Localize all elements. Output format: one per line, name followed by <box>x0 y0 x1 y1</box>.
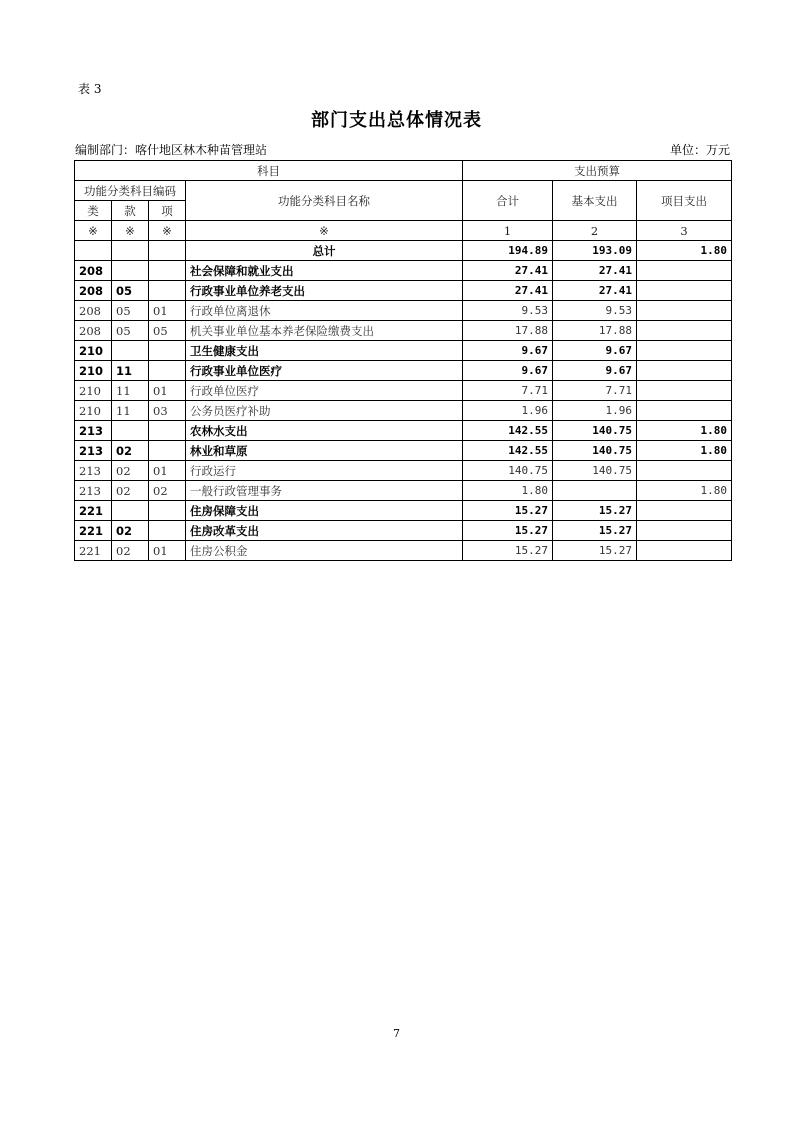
subject-name-cell: 行政单位医疗 <box>186 381 463 401</box>
code-kuan-cell: 11 <box>112 401 149 421</box>
code-xiang-cell <box>149 421 186 441</box>
grand-total-project: 1.80 <box>637 241 732 261</box>
subject-name-cell: 机关事业单位基本养老保险缴费支出 <box>186 321 463 341</box>
grand-total-label: 总计 <box>186 241 463 261</box>
total-cell: 7.71 <box>463 381 553 401</box>
project-cell <box>637 341 732 361</box>
basic-cell: 9.67 <box>553 361 637 381</box>
index-total: 1 <box>463 221 553 241</box>
code-lei-cell: 208 <box>75 281 112 301</box>
header-row-2 <box>75 181 732 201</box>
code-xiang-cell <box>149 361 186 381</box>
project-cell <box>637 261 732 281</box>
total-cell: 15.27 <box>463 501 553 521</box>
subject-name-cell: 行政运行 <box>186 461 463 481</box>
basic-cell: 27.41 <box>553 261 637 281</box>
code-xiang-cell: 01 <box>149 461 186 481</box>
code-kuan-cell <box>112 421 149 441</box>
table-row <box>75 281 732 301</box>
subject-name-cell: 住房公积金 <box>186 541 463 561</box>
total-cell: 9.53 <box>463 301 553 321</box>
table-row <box>75 521 732 541</box>
code-lei-cell: 208 <box>75 321 112 341</box>
code-lei-cell: 213 <box>75 441 112 461</box>
basic-cell: 140.75 <box>553 441 637 461</box>
index-row <box>75 221 732 241</box>
table-row <box>75 501 732 521</box>
total-cell: 15.27 <box>463 521 553 541</box>
basic-header: 基本支出 <box>553 181 637 221</box>
table-row <box>75 361 732 381</box>
subject-name-cell: 农林水支出 <box>186 421 463 441</box>
mark-xiang: ※ <box>149 221 186 241</box>
code-kuan-cell <box>112 341 149 361</box>
code-kuan-cell: 02 <box>112 481 149 501</box>
table-row <box>75 381 732 401</box>
grand-total-basic: 193.09 <box>553 241 637 261</box>
xiang-header: 项 <box>149 201 186 221</box>
table-row <box>75 541 732 561</box>
subject-name-cell: 一般行政管理事务 <box>186 481 463 501</box>
total-header: 合计 <box>463 181 553 221</box>
unit-label: 单位：万元 <box>669 143 730 157</box>
header-row-1 <box>75 161 732 181</box>
total-cell: 15.27 <box>463 541 553 561</box>
table-number-label: 表 3 <box>78 82 102 96</box>
code-xiang-cell <box>149 501 186 521</box>
project-cell <box>637 361 732 381</box>
basic-cell: 15.27 <box>553 541 637 561</box>
code-xiang-cell <box>149 341 186 361</box>
table-row <box>75 341 732 361</box>
grand-total-row <box>75 241 732 261</box>
name-header: 功能分类科目名称 <box>186 181 463 221</box>
project-cell <box>637 461 732 481</box>
project-cell <box>637 281 732 301</box>
code-kuan-cell: 02 <box>112 461 149 481</box>
project-cell <box>637 521 732 541</box>
code-xiang-cell: 01 <box>149 541 186 561</box>
index-basic: 2 <box>553 221 637 241</box>
kuan-header: 款 <box>112 201 149 221</box>
basic-cell <box>553 481 637 501</box>
code-xiang-cell <box>149 281 186 301</box>
code-xiang-cell: 01 <box>149 381 186 401</box>
code-kuan-cell <box>112 261 149 281</box>
basic-cell: 9.67 <box>553 341 637 361</box>
table-row <box>75 461 732 481</box>
code-xiang-cell <box>149 441 186 461</box>
basic-cell: 17.88 <box>553 321 637 341</box>
subject-name-cell: 公务员医疗补助 <box>186 401 463 421</box>
table-row <box>75 481 732 501</box>
code-xiang-cell: 03 <box>149 401 186 421</box>
code-kuan-cell: 05 <box>112 301 149 321</box>
mark-name: ※ <box>186 221 463 241</box>
code-kuan-cell: 02 <box>112 441 149 461</box>
budget-header: 支出预算 <box>463 161 732 181</box>
project-cell <box>637 321 732 341</box>
total-cell: 27.41 <box>463 281 553 301</box>
code-xiang-cell: 01 <box>149 301 186 321</box>
lei-header: 类 <box>75 201 112 221</box>
subject-name-cell: 卫生健康支出 <box>186 341 463 361</box>
expenditure-table <box>74 160 732 561</box>
code-kuan-cell: 05 <box>112 321 149 341</box>
table-row <box>75 441 732 461</box>
code-lei-cell: 213 <box>75 421 112 441</box>
code-kuan-cell: 05 <box>112 281 149 301</box>
project-cell <box>637 401 732 421</box>
table-row <box>75 421 732 441</box>
basic-cell: 140.75 <box>553 421 637 441</box>
subject-name-cell: 行政事业单位养老支出 <box>186 281 463 301</box>
code-lei-cell: 208 <box>75 301 112 321</box>
basic-cell: 9.53 <box>553 301 637 321</box>
table-row <box>75 321 732 341</box>
table-row <box>75 301 732 321</box>
document-title: 部门支出总体情况表 <box>311 110 482 131</box>
grand-total-total: 194.89 <box>463 241 553 261</box>
code-lei-cell: 210 <box>75 361 112 381</box>
department-label: 编制部门：喀什地区林木种苗管理站 <box>75 143 268 157</box>
project-cell <box>637 301 732 321</box>
code-lei-cell: 213 <box>75 461 112 481</box>
code-group-header: 功能分类科目编码 <box>75 181 186 201</box>
code-xiang-cell: 05 <box>149 321 186 341</box>
code-kuan-cell: 11 <box>112 381 149 401</box>
code-xiang-cell: 02 <box>149 481 186 501</box>
code-lei-cell: 221 <box>75 541 112 561</box>
code-kuan-cell: 02 <box>112 521 149 541</box>
mark-lei: ※ <box>75 221 112 241</box>
total-cell: 27.41 <box>463 261 553 281</box>
code-lei-cell: 208 <box>75 261 112 281</box>
project-cell: 1.80 <box>637 421 732 441</box>
basic-cell: 7.71 <box>553 381 637 401</box>
mark-kuan: ※ <box>112 221 149 241</box>
total-cell: 1.80 <box>463 481 553 501</box>
index-project: 3 <box>637 221 732 241</box>
code-kuan-cell: 02 <box>112 541 149 561</box>
total-cell: 9.67 <box>463 361 553 381</box>
total-cell: 1.96 <box>463 401 553 421</box>
total-cell: 142.55 <box>463 421 553 441</box>
project-cell <box>637 501 732 521</box>
subject-header: 科目 <box>75 161 463 181</box>
code-lei-cell: 221 <box>75 501 112 521</box>
project-cell: 1.80 <box>637 481 732 501</box>
project-header: 项目支出 <box>637 181 732 221</box>
subject-name-cell: 社会保障和就业支出 <box>186 261 463 281</box>
basic-cell: 1.96 <box>553 401 637 421</box>
total-cell: 142.55 <box>463 441 553 461</box>
subject-name-cell: 住房保障支出 <box>186 501 463 521</box>
basic-cell: 27.41 <box>553 281 637 301</box>
subject-name-cell: 住房改革支出 <box>186 521 463 541</box>
code-xiang-cell <box>149 521 186 541</box>
code-xiang-cell <box>149 261 186 281</box>
project-cell <box>637 541 732 561</box>
table-row <box>75 401 732 421</box>
code-lei-cell: 210 <box>75 381 112 401</box>
basic-cell: 15.27 <box>553 501 637 521</box>
basic-cell: 140.75 <box>553 461 637 481</box>
subject-name-cell: 行政事业单位医疗 <box>186 361 463 381</box>
table-row <box>75 261 732 281</box>
total-cell: 17.88 <box>463 321 553 341</box>
basic-cell: 15.27 <box>553 521 637 541</box>
page-number: 7 <box>393 1027 400 1040</box>
subject-name-cell: 林业和草原 <box>186 441 463 461</box>
code-lei-cell: 213 <box>75 481 112 501</box>
code-kuan-cell: 11 <box>112 361 149 381</box>
code-kuan-cell <box>112 501 149 521</box>
code-lei-cell: 221 <box>75 521 112 541</box>
subject-name-cell: 行政单位离退休 <box>186 301 463 321</box>
total-cell: 9.67 <box>463 341 553 361</box>
code-lei-cell: 210 <box>75 341 112 361</box>
project-cell: 1.80 <box>637 441 732 461</box>
project-cell <box>637 381 732 401</box>
total-cell: 140.75 <box>463 461 553 481</box>
code-lei-cell: 210 <box>75 401 112 421</box>
